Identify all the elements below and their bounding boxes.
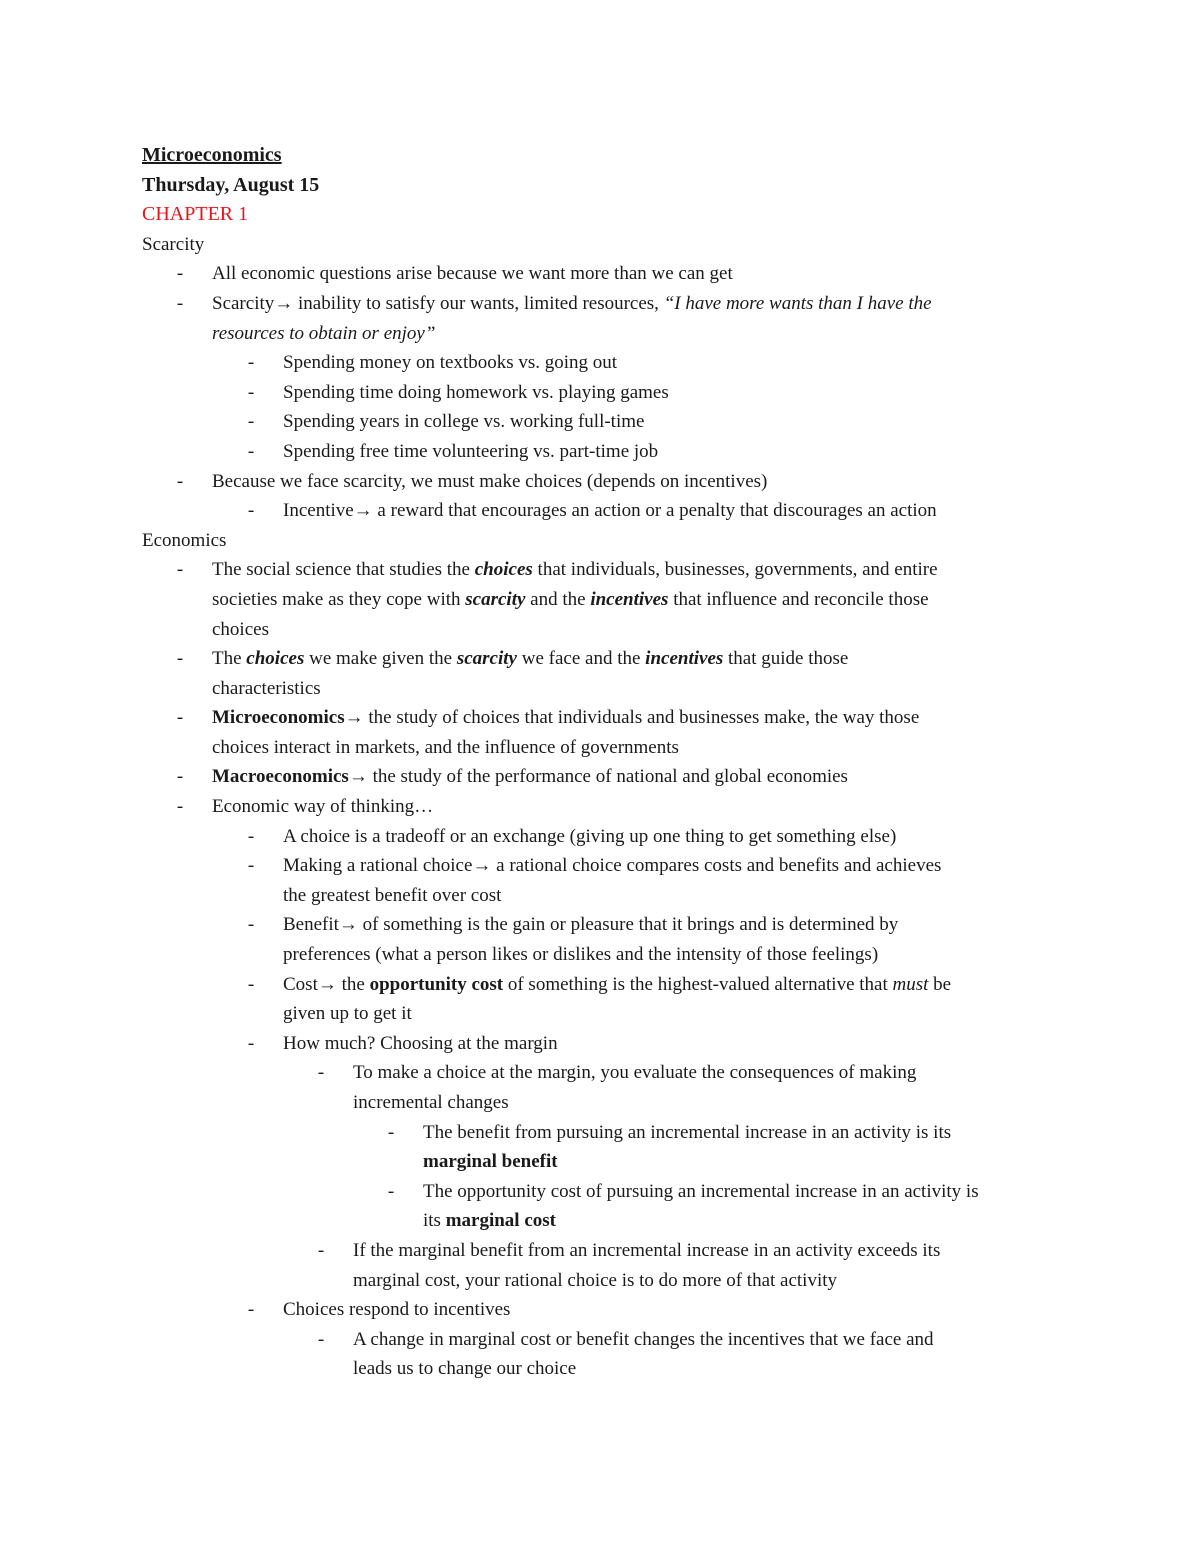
bullet-text: Incentive→ a reward that encourages an action or a penalty that discourages an action xyxy=(283,500,937,522)
list-item-continuation: its marginal cost xyxy=(423,1210,556,1232)
bullet-dash: - xyxy=(247,411,255,433)
list-item-continuation: incremental changes xyxy=(353,1092,509,1113)
bullet-dash: - xyxy=(247,440,255,462)
bullet-dash: - xyxy=(247,914,255,936)
doc-title-line xyxy=(142,141,1062,171)
bullet-text: A choice is a tradeoff or an exchange (giving up one thing to get something else) xyxy=(283,825,897,847)
list-item-continuation: leads us to change our choice xyxy=(353,1358,577,1380)
bullet-dash: - xyxy=(247,1032,255,1054)
bullet-text: To make a choice at the margin, you evaluate the consequences of making xyxy=(353,1062,917,1084)
list-item xyxy=(142,822,1062,852)
list-item xyxy=(142,1325,1062,1355)
bullet-text: Economic way of thinking… xyxy=(212,796,434,818)
bullet-text: Microeconomics→ the study of choices that individuals and businesses make, the way those xyxy=(212,707,920,729)
list-item xyxy=(142,644,1062,674)
list-item-continuation: given up to get it xyxy=(283,1003,412,1025)
bullet-dash: - xyxy=(176,292,184,314)
list-item xyxy=(142,407,1062,437)
list-item-continuation: preferences (what a person likes or dislikes and the intensity of those feelings) xyxy=(283,944,879,966)
list-item xyxy=(142,467,1062,497)
bullet-dash: - xyxy=(247,825,255,847)
bullet-dash: - xyxy=(176,648,184,670)
list-item-continuation: resources to obtain or enjoy” xyxy=(212,322,436,344)
list-item xyxy=(142,792,1062,822)
bullet-dash: - xyxy=(176,470,184,492)
bullet-text: Spending money on textbooks vs. going out xyxy=(283,352,618,374)
bullet-dash: - xyxy=(176,796,184,818)
list-item-continuation: choices interact in markets, and the influence of governments xyxy=(212,736,679,758)
bullet-dash: - xyxy=(247,352,255,374)
bullet-text: Because we face scarcity, we must make choices (depends on incentives) xyxy=(212,470,768,492)
bullet-dash: - xyxy=(317,1239,325,1261)
bullet-dash: - xyxy=(247,973,255,995)
bullet-text: All economic questions arise because we want more than we can get xyxy=(212,263,733,285)
bullet-text: Spending years in college vs. working full-time xyxy=(283,411,645,433)
bullet-text: The benefit from pursuing an incremental increase in an activity is its xyxy=(423,1121,952,1143)
bullet-text: The opportunity cost of pursuing an incremental increase in an activity is xyxy=(423,1180,979,1202)
list-item xyxy=(142,703,1062,733)
list-item-continuation: the greatest benefit over cost xyxy=(283,884,502,906)
bullet-text: Spending time doing homework vs. playing games xyxy=(283,381,669,403)
bullet-dash: - xyxy=(176,766,184,788)
bullet-dash: - xyxy=(247,500,255,522)
bullet-dash: - xyxy=(247,855,255,877)
section-heading-scarcity: Scarcity xyxy=(142,233,205,255)
list-item xyxy=(142,496,1062,526)
list-item xyxy=(142,851,1062,881)
document-page xyxy=(142,141,1062,1384)
list-item xyxy=(142,378,1062,408)
bullet-text: The social science that studies the choices that individuals, businesses, governments, and entire xyxy=(212,559,938,581)
bullet-dash: - xyxy=(247,1299,255,1321)
bullet-text: Making a rational choice→ a rational choice compares costs and benefits and achieves xyxy=(283,855,942,877)
list-item xyxy=(142,1295,1062,1325)
list-item xyxy=(142,1236,1062,1266)
list-item xyxy=(142,289,1062,319)
bullet-text: If the marginal benefit from an incremental increase in an activity exceeds its xyxy=(353,1239,941,1261)
bullet-dash: - xyxy=(317,1062,325,1084)
list-item-continuation: characteristics xyxy=(212,677,321,699)
bullet-text: Spending free time volunteering vs. part-time job xyxy=(283,440,659,462)
doc-title: Microeconomics xyxy=(142,144,282,166)
list-item xyxy=(142,1177,1062,1207)
bullet-dash: - xyxy=(176,263,184,285)
list-item xyxy=(142,437,1062,467)
list-item xyxy=(142,1029,1062,1059)
list-item xyxy=(142,1118,1062,1148)
list-item xyxy=(142,1058,1062,1088)
list-item-continuation: marginal benefit xyxy=(423,1151,558,1173)
chapter-heading: CHAPTER 1 xyxy=(142,203,249,226)
bullet-text: Macroeconomics→ the study of the performance of national and global economies xyxy=(212,766,848,788)
bullet-dash: - xyxy=(247,381,255,403)
list-item xyxy=(142,259,1062,289)
bullet-dash: - xyxy=(387,1121,395,1143)
list-item-continuation: choices xyxy=(212,618,269,640)
bullet-dash: - xyxy=(176,707,184,729)
bullet-text: The choices we make given the scarcity we face and the incentives that guide those xyxy=(212,648,849,670)
bullet-text: Benefit→ of something is the gain or pleasure that it brings and is determined by xyxy=(283,914,899,936)
doc-date-line xyxy=(142,171,1062,201)
section-heading-economics: Economics xyxy=(142,529,227,551)
bullet-text: How much? Choosing at the margin xyxy=(283,1032,558,1054)
list-item xyxy=(142,348,1062,378)
bullet-text: A change in marginal cost or benefit changes the incentives that we face and xyxy=(353,1328,934,1350)
list-item xyxy=(142,970,1062,1000)
bullet-dash: - xyxy=(387,1180,395,1202)
list-item xyxy=(142,555,1062,585)
bullet-text: Cost→ the opportunity cost of something is the highest-valued alternative that must be xyxy=(283,973,952,995)
list-item xyxy=(142,910,1062,940)
bullet-text: Scarcity→ inability to satisfy our wants, limited resources, “I have more wants than I have the xyxy=(212,292,932,314)
doc-date: Thursday, August 15 xyxy=(142,173,320,196)
chapter-heading-line xyxy=(142,200,1062,230)
bullet-dash: - xyxy=(317,1328,325,1350)
bullet-dash: - xyxy=(176,559,184,581)
list-item-continuation: marginal cost, your rational choice is to do more of that activity xyxy=(353,1269,838,1291)
bullet-text: Choices respond to incentives xyxy=(283,1299,511,1321)
list-item xyxy=(142,762,1062,792)
list-item-continuation: societies make as they cope with scarcity and the incentives that influence and reconcile those xyxy=(212,588,929,610)
